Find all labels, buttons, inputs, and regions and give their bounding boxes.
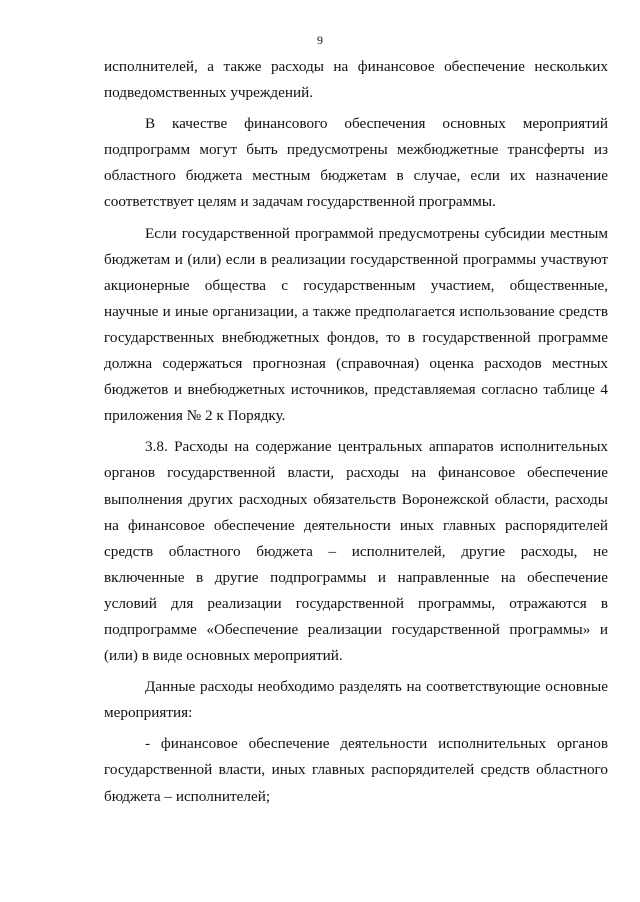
paragraph-continuation: исполнителей, а также расходы на финансовое обеспечение нескольких подведомственных учреждений. bbox=[104, 58, 608, 102]
paragraph-section-3-8: 3.8. Расходы на содержание центральных аппаратов исполнительных органов государственной власти, расходы на финансовое обеспечение выполнения других расходных обязательств Воронежской области, расходы на финансовое обеспечение деятельности иных главных распорядителей средств областного бюджета – исполнителей, другие расходы, не включенные в другие подпрограммы и направленные на обеспечение условий для реализации государственной программы, отражаются в подпрограмме «Обеспечение реализации государственной программы» и (или) в виде основных мероприятий. bbox=[104, 438, 608, 665]
list-item-financial-support: - финансовое обеспечение деятельности исполнительных органов государственной власти, иных главных распорядителей средств областного бюджета – исполнителей; bbox=[104, 735, 608, 805]
page-number: 9 bbox=[317, 33, 323, 47]
paragraph-subsidies: Если государственной программой предусмотрены субсидии местным бюджетам и (или) если в реализации государственной программы участвуют акционерные общества с государственным участием, общественные, научные и иные организации, а также предполагается использование средств государственных внебюджетных фондов, то в государственной программе должна содержаться прогнозная (справочная) оценка расходов местных бюджетов и внебюджетных источников, представляемая согласно таблице 4 приложения № 2 к Порядку. bbox=[104, 224, 608, 425]
paragraph-financing-activities: В качестве финансового обеспечения основных мероприятий подпрограмм могут быть предусмотрены межбюджетные трансферты из областного бюджета местным бюджетам в случае, если их назначение соответствует целям и задачам государственной программы. bbox=[104, 115, 608, 211]
document-body bbox=[104, 54, 608, 810]
paragraph-expenses-division: Данные расходы необходимо разделять на соответствующие основные мероприятия: bbox=[104, 678, 608, 722]
